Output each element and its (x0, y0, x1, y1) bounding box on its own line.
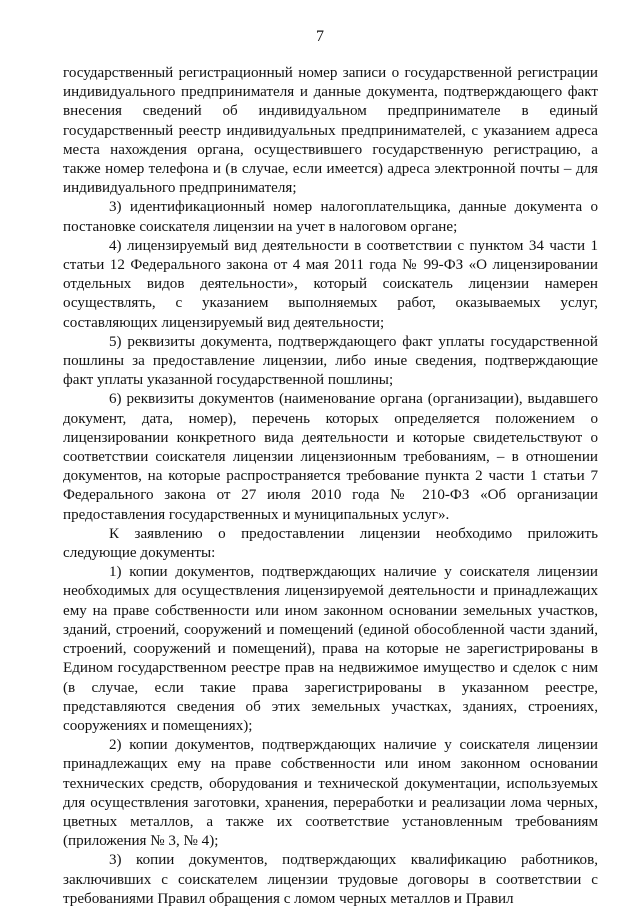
paragraph-item-6-document-details: 6) реквизиты документов (наименование органа (организации), выдавшего документ, дата, номер), перечень которых определяется положением о лицензировании конкретного вида деятельности и которые свидетельствуют о соответствии соискателя лицензии лицензионным требованиям, – в отношении документов, на которые распространяется требование пункта 2 части 1 статьи 7 Федерального закона от 27 июля 2010 года № 210-ФЗ «Об организации предоставления государственных и муниципальных услуг». (63, 391, 598, 523)
paragraph-attachment-1-property: 1) копии документов, подтверждающих наличие у соискателя лицензии необходимых для осуществления лицензируемой деятельности и принадлежащих ему на праве собственности или ином законном основании земельных участков, зданий, строений, сооружений и помещений (единой обособленной части зданий, строений, сооружений и помещений), права на которые не зарегистрированы в Едином государственном реестре прав на недвижимое имущество и сделок с ним (в случае, если такие права зарегистрированы в указанном реестре, представляются сведения об этих земельных участках, зданиях, строениях, сооружениях и помещениях); (63, 564, 598, 734)
paragraph-attachments-intro: К заявлению о предоставлении лицензии необходимо приложить следующие документы: (63, 525, 598, 562)
document-body (63, 64, 598, 909)
paragraph-item-5-state-fee: 5) реквизиты документа, подтверждающего факт уплаты государственной пошлины за предоставление лицензии, либо иные сведения, подтверждающие факт уплаты указанной государственной пошлины; (63, 333, 598, 389)
paragraph-item-3-tax-id: 3) идентификационный номер налогоплательщика, данные документа о постановке соискателя лицензии на учет в налоговом органе; (63, 199, 598, 235)
paragraph-attachment-2-equipment: 2) копии документов, подтверждающих наличие у соискателя лицензии принадлежащих ему на праве собственности или ином законном основании технических средств, оборудования и технической документации, используемых для осуществления заготовки, хранения, переработки и реализации лома черных, цветных металлов, а также их соответствие установленным требованиям (приложения № 3, № 4); (63, 737, 598, 850)
paragraph-item-4-licensed-activity: 4) лицензируемый вид деятельности в соответствии с пунктом 34 части 1 статьи 12 Федерального закона от 4 мая 2011 года № 99-ФЗ «О лицензировании отдельных видов деятельности», который соискатель лицензии намерен осуществлять, с указанием выполняемых работ, оказываемых услуг, составляющих лицензируемый вид деятельности; (63, 237, 598, 331)
page-number: 7 (316, 28, 324, 45)
paragraph-address-registration: государственный регистрационный номер записи о государственной регистрации индивидуального предпринимателя и данные документа, подтверждающего факт внесения сведений об индивидуальном предпринимателе в единый государственный реестр индивидуальных предпринимателей, с указанием адреса места нахождения органа, осуществившего государственную регистрацию, а также номер телефона и (в случае, если имеется) адреса электронной почты – для индивидуального предпринимателя; (63, 65, 598, 197)
paragraph-attachment-3-qualification: 3) копии документов, подтверждающих квалификацию работников, заключивших с соискателем лицензии трудовые договоры в соответствии с требованиями Правил обращения с ломом черных металлов и Правил (63, 852, 598, 907)
